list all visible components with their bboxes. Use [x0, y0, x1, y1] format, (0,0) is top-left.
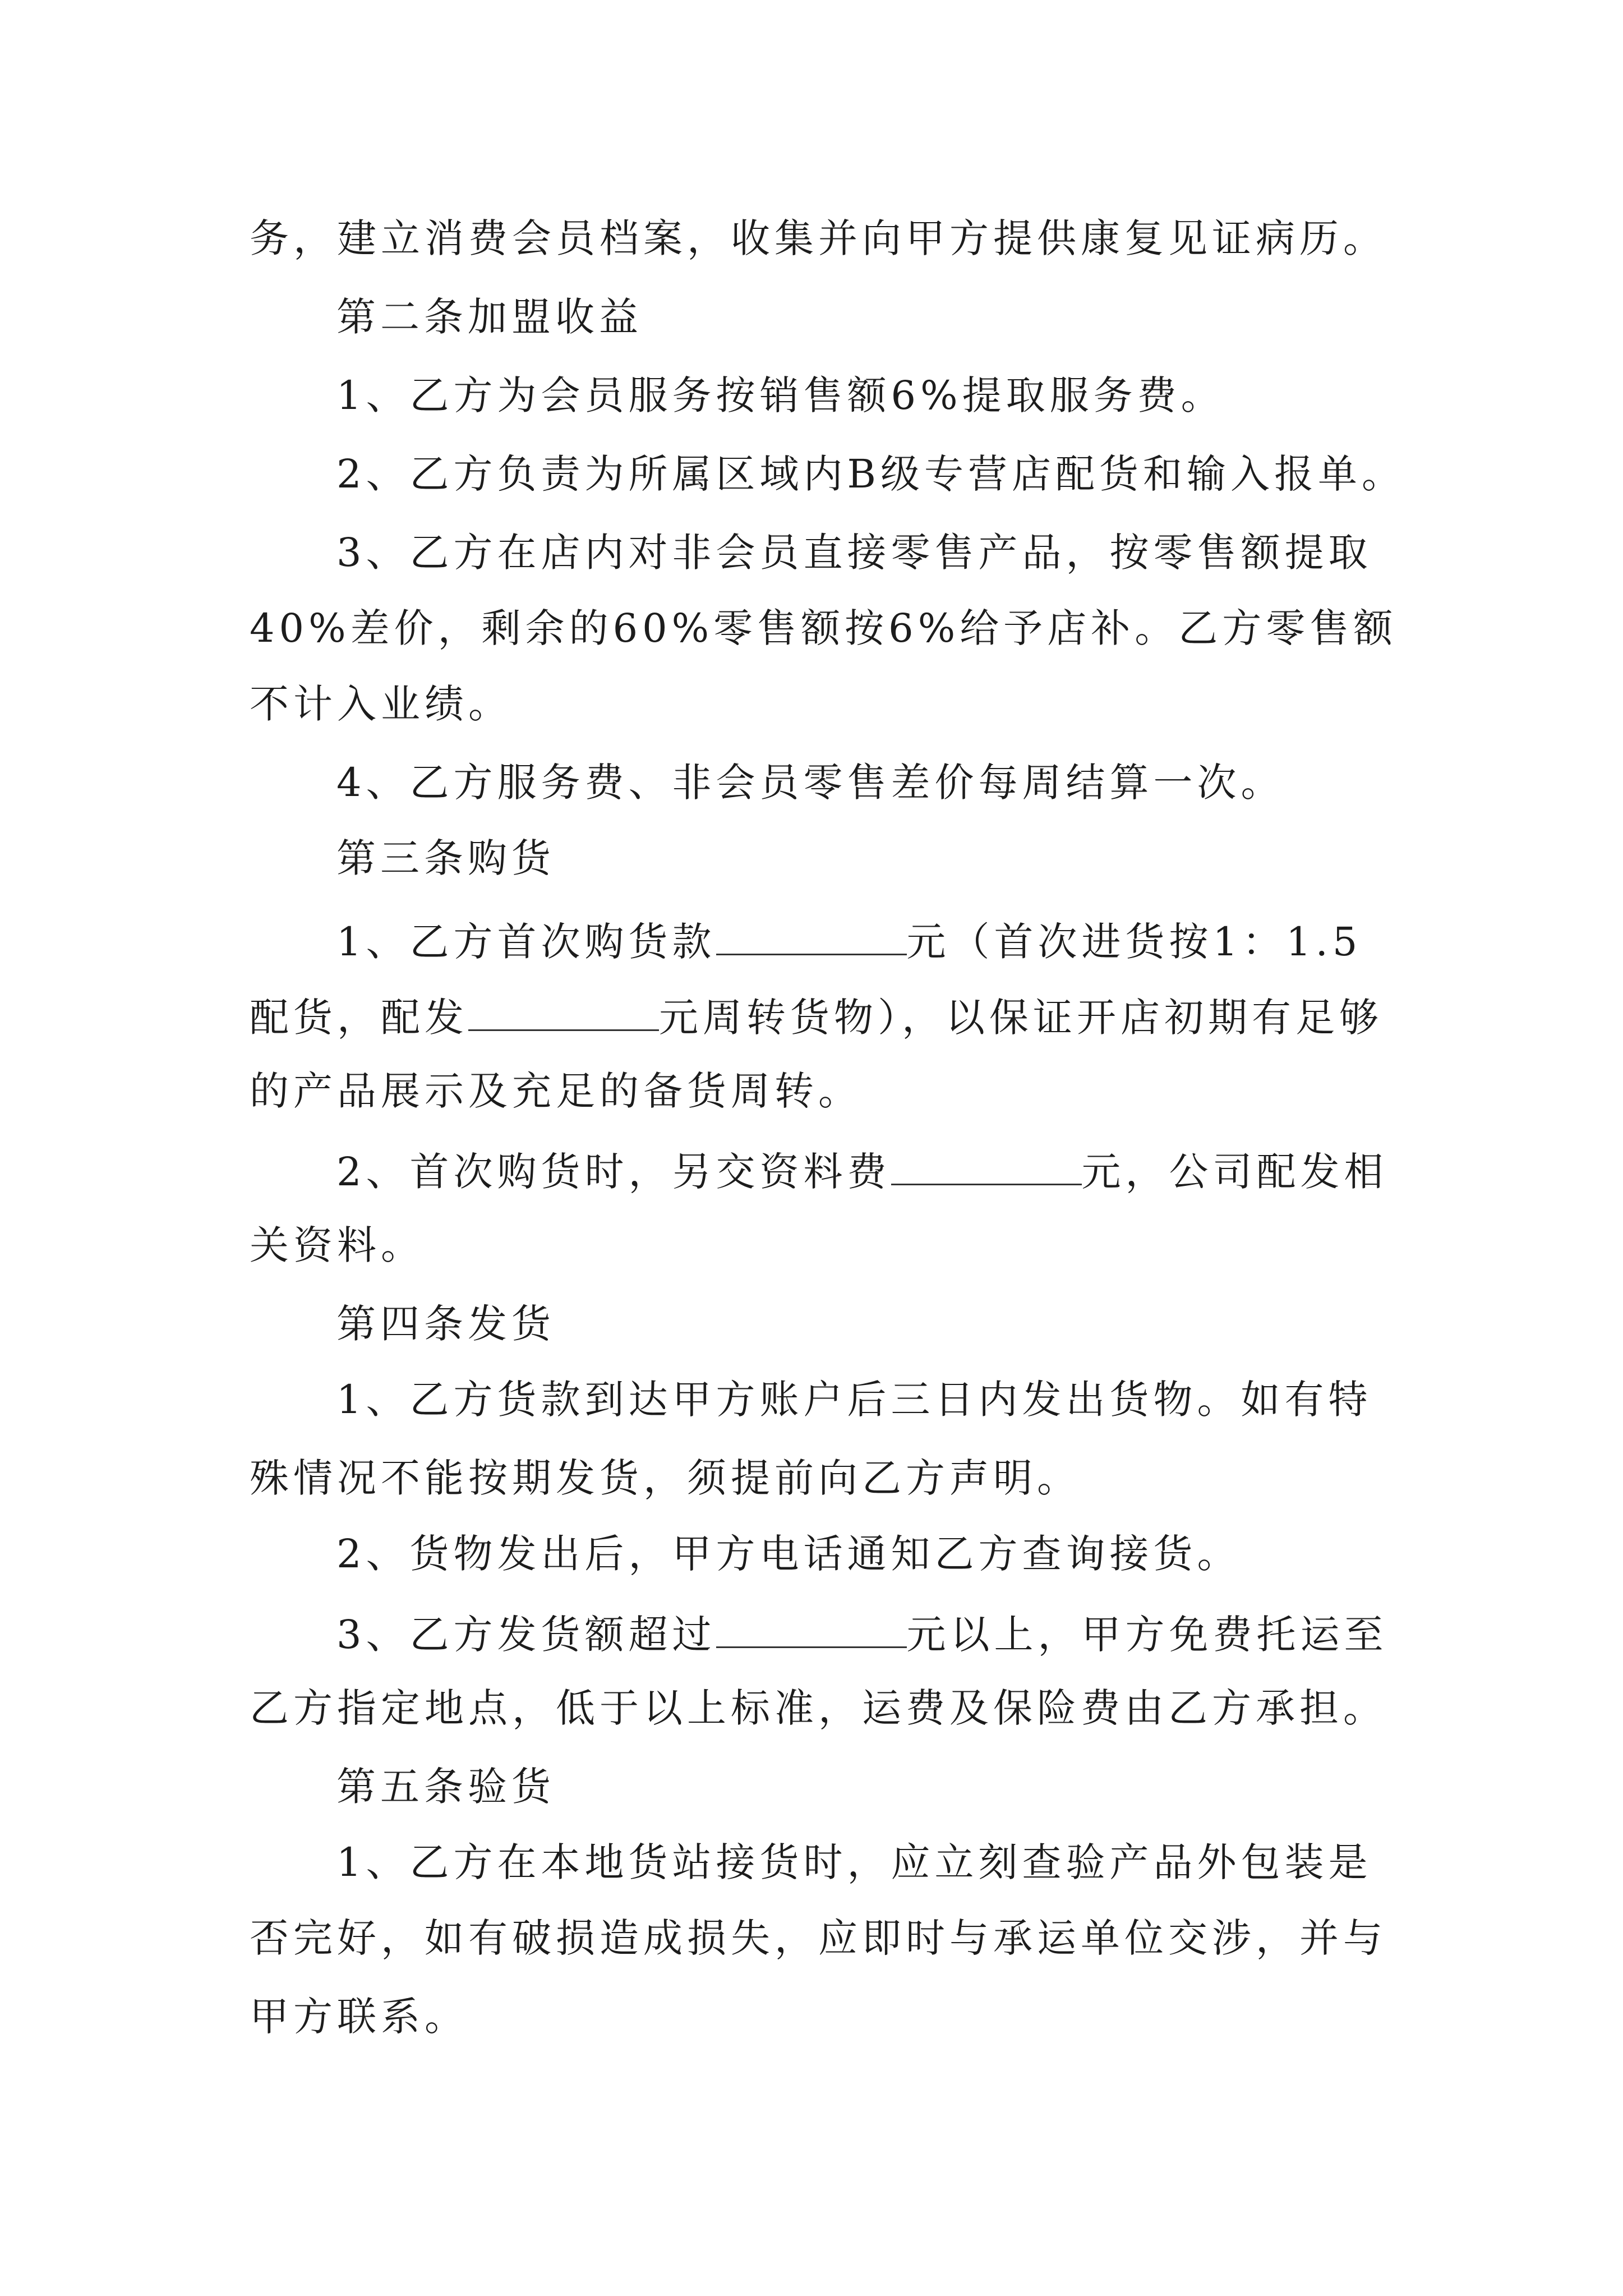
- text-line: 1、乙方为会员服务按销售额6%提取服务费。: [336, 372, 1225, 418]
- text-line: [250, 995, 1383, 1041]
- text-line: [336, 1612, 1388, 1658]
- text-segment: 元周转货物），以保证开店初期有足够: [659, 995, 1383, 1041]
- text-line: 4、乙方服务费、非会员零售差价每周结算一次。: [336, 760, 1285, 806]
- text-segment: 1、乙方首次购货款: [336, 919, 716, 965]
- text-line: 不计入业绩。: [250, 681, 512, 727]
- text-line: 否完好，如有破损造成损失，应即时与承运单位交涉，并与: [250, 1915, 1387, 1961]
- text-line: 甲方联系。: [250, 1994, 468, 2040]
- text-segment: 2、首次购货时，另交资料费: [336, 1149, 891, 1195]
- text-line: 1、乙方货款到达甲方账户后三日内发出货物。如有特: [336, 1377, 1372, 1423]
- article-2-title: 第二条加盟收益: [336, 294, 643, 340]
- text-line: 乙方指定地点，低于以上标准，运费及保险费由乙方承担。: [250, 1685, 1387, 1731]
- text-line: 1、乙方在本地货站接货时，应立刻查验产品外包装是: [336, 1839, 1372, 1885]
- text-line: 关资料。: [250, 1222, 425, 1268]
- text-segment: 元，公司配发相: [1081, 1149, 1388, 1195]
- text-line: 2、货物发出后，甲方电话通知乙方查询接货。: [336, 1531, 1241, 1577]
- text-line: 务，建立消费会员档案，收集并向甲方提供康复见证病历。: [250, 215, 1387, 261]
- text-line: 的产品展示及充足的备货周转。: [250, 1068, 862, 1114]
- article-4-title: 第四条发货: [336, 1301, 555, 1347]
- fill-in-blank: [716, 1613, 907, 1648]
- text-segment: 3、乙方发货额超过: [336, 1612, 716, 1658]
- text-segment: 元以上，甲方免费托运至: [906, 1612, 1388, 1658]
- fill-in-blank: [468, 996, 659, 1031]
- text-segment: 元（首次进货按1：1.5: [906, 919, 1362, 965]
- text-line: 2、乙方负责为所属区域内B级专营店配货和输入报单。: [336, 451, 1405, 497]
- text-line: 3、乙方在店内对非会员直接零售产品，按零售额提取: [336, 530, 1372, 576]
- article-5-title: 第五条验货: [336, 1764, 555, 1810]
- text-line: 40%差价，剩余的60%零售额按6%给予店补。乙方零售额: [250, 605, 1398, 651]
- fill-in-blank: [716, 920, 907, 955]
- text-line: [336, 1149, 1388, 1195]
- article-3-title: 第三条购货: [336, 835, 555, 881]
- fill-in-blank: [891, 1150, 1082, 1185]
- text-line: 殊情况不能按期发货，须提前向乙方声明。: [250, 1455, 1081, 1501]
- text-line: [336, 919, 1362, 965]
- text-segment: 配货，配发: [250, 995, 468, 1041]
